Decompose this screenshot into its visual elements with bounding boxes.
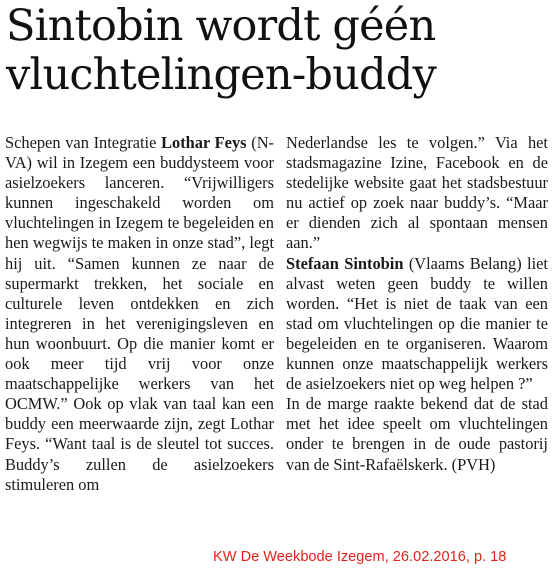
paragraph-sintobin — [286, 254, 548, 395]
source-citation: KW De Weekbode Izegem, 26.02.2016, p. 18 — [213, 549, 507, 565]
paragraph-continuation: Nederlandse les te volgen.” Via het stadsmagazine Izine, Facebook en de stedelijke website gaat het stadsbestuur nu actief op zoek naar buddy’s. “Maar er dienden zich al spontaan mensen aan.” — [286, 133, 548, 253]
intro-body: (N-VA) wil in Izegem een buddysteem voor asielzoekers lanceren. “Vrijwilligers kunnen ingeschakeld worden om vluchtelingen in Izegem te begeleiden en hen wegwijs te maken in onze stad”, legt hij uit. “Samen kunnen ze naar de supermarkt trekken, het sociale en culturele leven ontdekken en zich integreren in het verenigingsleven en hun woonbuurt. Op die manier komt er ook meer tijd vrij voor onze maatschappelijke werkers van het OCMW.” Ook op vlak van taal kan een buddy een meerwaarde zijn, zegt Lothar Feys. “Want taal is de sleutel tot succes. Buddy’s zullen de asielzoekers stimuleren om — [5, 133, 274, 494]
article-column-right — [286, 133, 548, 475]
person-name-lothar-feys: Lothar Feys — [161, 133, 247, 152]
person-name-stefaan-sintobin: Stefaan Sintobin — [286, 253, 404, 273]
sintobin-text: (Vlaams Belang) liet alvast weten geen buddy te willen worden. “Het is niet de taak van een stad om vluchtelingen op die manier te begeleiden en te organiseren. Waarom kunnen onze maatschappelijk werkers de asielzoekers niet op weg helpen ?” — [286, 253, 548, 394]
article-column-left — [5, 133, 274, 495]
headline-line-2: vluchtelingen-buddy — [6, 50, 437, 100]
paragraph-intro — [5, 133, 274, 495]
headline-line-1: Sintobin wordt géén — [6, 1, 436, 51]
paragraph-marge: In de marge raakte bekend dat de stad met het idee speelt om vluchtelingen onder te brengen in de oude pastorij van de Sint-Rafaëlskerk. (PVH) — [286, 394, 548, 474]
intro-text: Schepen van Integratie — [5, 133, 162, 152]
headline — [6, 2, 551, 100]
